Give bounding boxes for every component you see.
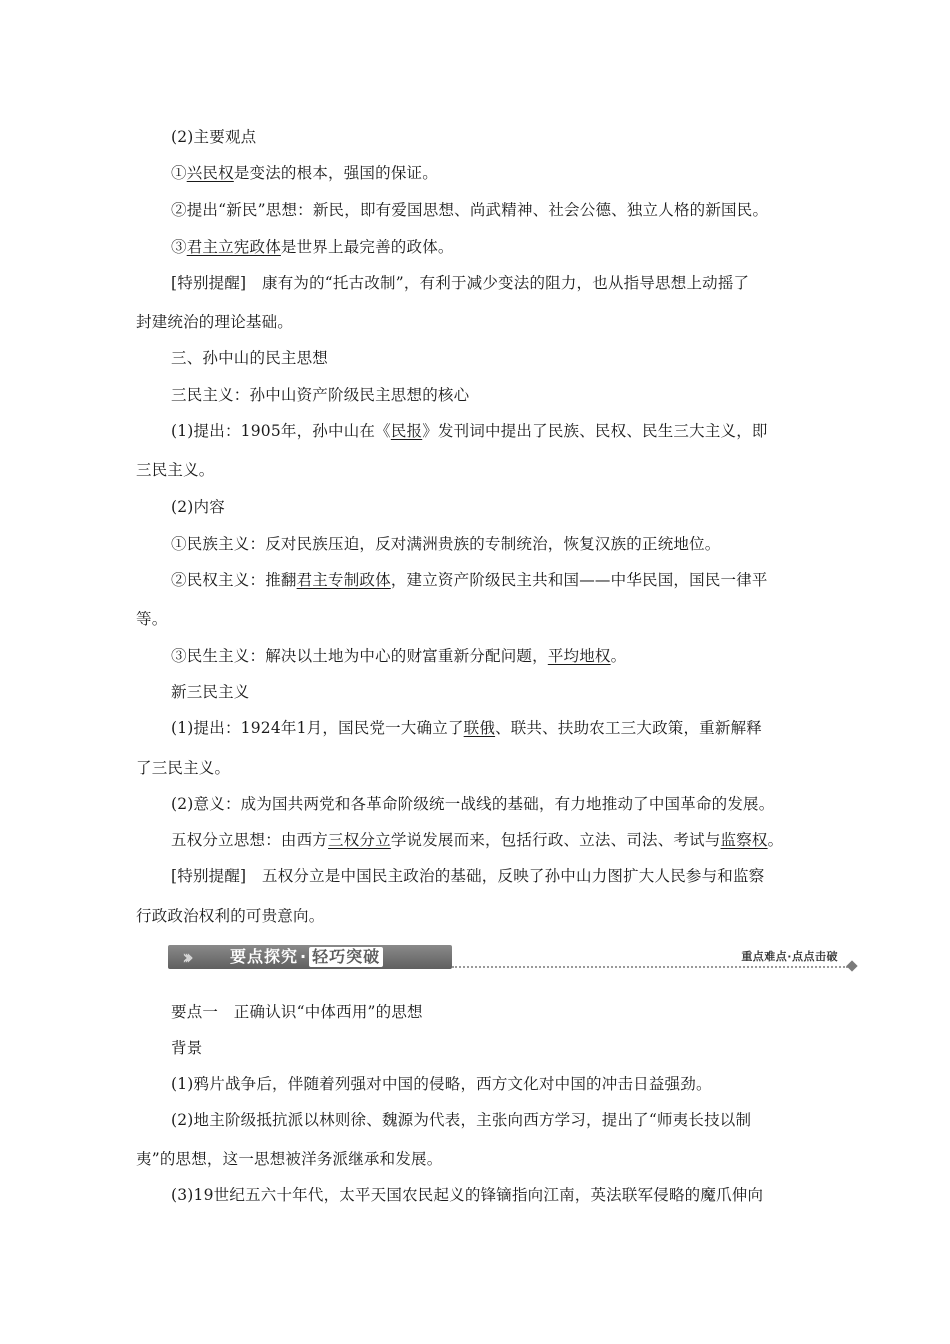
text-segment: 要点一 正确认识“中体西用”的思想 — [171, 1003, 423, 1021]
diamond-icon — [846, 960, 857, 971]
text-line — [171, 1109, 751, 1131]
text-segment: ①民族主义：反对民族压迫，反对满洲贵族的专制统治，恢复汉族的正统地位。 — [171, 535, 721, 553]
banner-right-caption: 重点难点·点点击破 — [741, 950, 838, 963]
text-line — [171, 1184, 763, 1206]
banner-title-part-a: 要点探究 — [230, 947, 299, 966]
section-banner — [168, 942, 858, 974]
text-line — [171, 347, 328, 369]
text-line — [171, 272, 749, 294]
text-segment: 。 — [767, 831, 784, 849]
banner-title-dot: · — [300, 947, 308, 966]
text-segment: ，建立资产阶级民主共和国——中华民国，国民一律平 — [390, 571, 768, 589]
text-segment: (2)意义：成为国共两党和各革命阶级统一战线的基础，有力地推动了中国革命的发展。 — [171, 795, 775, 813]
text-segment: 了三民主义。 — [136, 759, 231, 777]
text-segment: 》发刊词中提出了民族、民权、民生三大主义，即 — [422, 422, 768, 440]
text-line — [171, 793, 774, 815]
text-segment: 五权分立思想：由西方 — [171, 831, 329, 849]
text-segment: ③ — [171, 238, 187, 256]
text-line — [171, 717, 762, 739]
underlined-term: 监察权 — [720, 831, 768, 849]
text-line — [171, 236, 454, 258]
text-line — [171, 126, 256, 148]
text-line — [171, 384, 469, 406]
text-segment: [特别提醒] 五权分立是中国民主政治的基础，反映了孙中山力图扩大人民参与和监察 — [171, 867, 765, 885]
text-segment: 行政政治权利的可贵意向。 — [136, 907, 325, 925]
underlined-term: 君主立宪政体 — [186, 238, 281, 256]
text-line — [171, 496, 225, 518]
text-segment: 夷”的思想，这一思想被洋务派继承和发展。 — [136, 1150, 443, 1168]
text-segment: 。 — [610, 647, 627, 665]
text-line — [136, 311, 293, 333]
underlined-term: 联俄 — [463, 719, 496, 737]
text-segment: 等。 — [136, 610, 168, 628]
text-line — [171, 681, 250, 703]
text-line — [171, 829, 783, 851]
text-line — [171, 865, 764, 887]
text-segment: (3)19世纪五六十年代，太平天国农民起义的锋镝指向江南，英法联军侵略的魔爪伸向 — [171, 1186, 764, 1204]
text-line — [136, 459, 215, 481]
underlined-term: 君主专制政体 — [296, 571, 391, 589]
text-segment: (2)地主阶级抵抗派以林则徐、魏源为代表，主张向西方学习，提出了“师夷长技以制 — [171, 1111, 752, 1129]
text-segment: 是变法的根本，强国的保证。 — [233, 164, 438, 182]
underlined-term: 平均地权 — [547, 647, 611, 665]
text-line — [171, 569, 768, 591]
text-segment: ②民权主义：推翻 — [171, 571, 297, 589]
text-segment: (1)鸦片战争后，伴随着列强对中国的侵略，西方文化对中国的冲击日益强劲。 — [171, 1075, 712, 1093]
text-segment: (2)内容 — [171, 498, 225, 516]
text-line — [136, 905, 324, 927]
text-segment: ① — [171, 164, 187, 182]
banner-dotted-rule — [452, 966, 848, 968]
banner-label-bg — [168, 945, 452, 969]
text-segment: 新三民主义 — [171, 683, 250, 701]
text-segment: 三、孙中山的民主思想 — [171, 349, 329, 367]
text-segment: 学说发展而来，包括行政、立法、司法、考试与 — [390, 831, 721, 849]
text-segment: [特别提醒] 康有为的“托古改制”，有利于减少变法的阻力，也从指导思想上动摇了 — [171, 274, 750, 292]
banner-title — [230, 945, 383, 969]
text-segment: (2)主要观点 — [171, 128, 257, 146]
text-line — [171, 1037, 202, 1059]
text-segment: ③民生主义：解决以土地为中心的财富重新分配问题， — [171, 647, 548, 665]
text-line — [171, 533, 721, 555]
text-line — [171, 1001, 423, 1023]
text-segment: (1)提出：1905年，孙中山在《 — [171, 422, 391, 440]
text-line — [171, 199, 768, 221]
text-segment: ②提出“新民”思想：新民，即有爱国思想、尚武精神、社会公德、独立人格的新国民。 — [171, 201, 769, 219]
text-segment: 背景 — [171, 1039, 203, 1057]
text-segment: (1)提出：1924年1月，国民党一大确立了 — [171, 719, 464, 737]
underlined-term: 三权分立 — [328, 831, 391, 849]
text-segment: 是世界上最完善的政体。 — [280, 238, 454, 256]
underlined-term: 民报 — [390, 422, 423, 440]
text-segment: 三民主义：孙中山资产阶级民主思想的核心 — [171, 386, 470, 404]
text-line — [136, 1148, 442, 1170]
text-segment: 三民主义。 — [136, 461, 215, 479]
text-line — [171, 420, 768, 442]
text-segment: 封建统治的理论基础。 — [136, 313, 294, 331]
double-chevron-icon: ››› — [182, 945, 188, 969]
text-line — [171, 162, 438, 184]
text-line — [171, 645, 626, 667]
banner-title-part-b: 轻巧突破 — [309, 947, 383, 967]
underlined-term: 兴民权 — [186, 164, 234, 182]
text-segment: 、联共、扶助农工三大政策，重新解释 — [495, 719, 762, 737]
text-line — [136, 757, 230, 779]
text-line — [136, 608, 167, 630]
text-line — [171, 1073, 712, 1095]
